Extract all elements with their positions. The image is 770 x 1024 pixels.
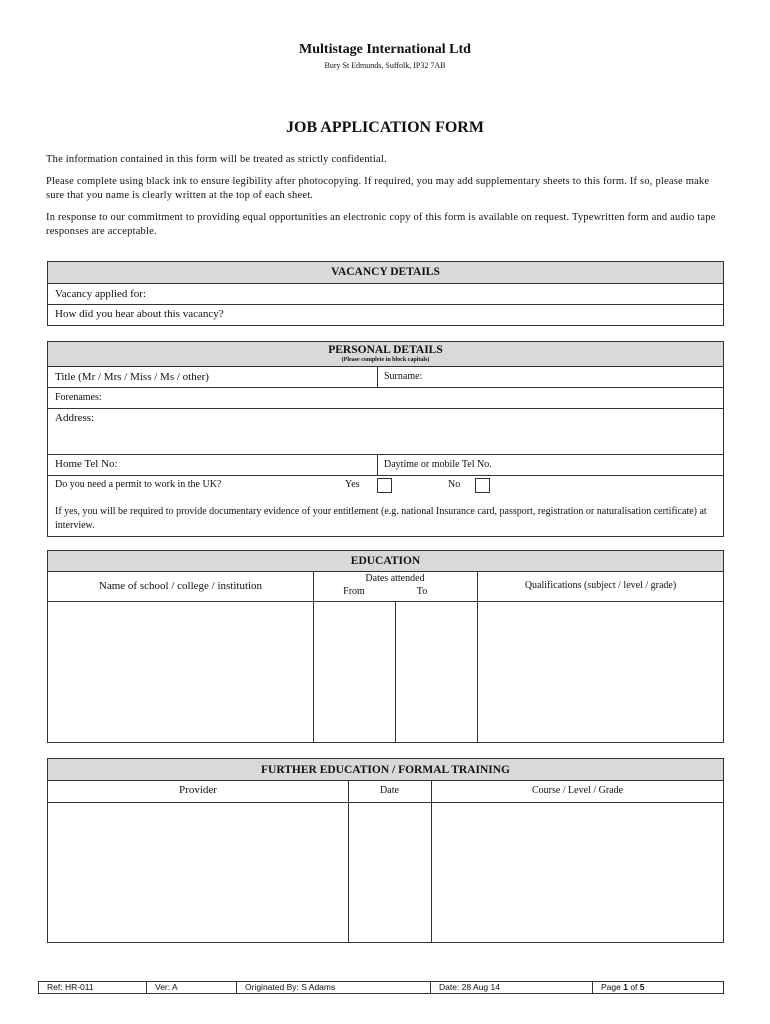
- surname-label: Surname:: [384, 371, 423, 382]
- permit-no-checkbox[interactable]: [475, 478, 490, 493]
- day-tel-field[interactable]: [384, 455, 492, 474]
- permit-row: [48, 476, 723, 536]
- education-heading: EDUCATION: [48, 551, 723, 572]
- address-label: Address:: [55, 412, 95, 424]
- education-header-row: [48, 572, 723, 602]
- col-provider-header: Provider: [179, 784, 217, 796]
- footer-page: [593, 982, 723, 993]
- further-header-row: [48, 781, 723, 803]
- further-education-section: [47, 758, 724, 943]
- intro-paragraph-3: In response to our commitment to providing equal opportunities an electronic copy of this form is available on request. Typewritten form and audio tape responses are acceptable.: [46, 212, 716, 237]
- forenames-label: Forenames:: [55, 392, 102, 403]
- further-date-cell[interactable]: [349, 803, 431, 942]
- education-quals-cell[interactable]: [478, 602, 723, 742]
- education-school-cell[interactable]: [48, 602, 313, 742]
- company-name: Multistage International Ltd: [299, 42, 471, 57]
- footer-page-of: of: [627, 982, 640, 992]
- title-surname-row: [48, 367, 723, 388]
- vacancy-applied-field[interactable]: [48, 284, 723, 305]
- permit-note: If yes, you will be required to provide documentary evidence of your entitlement (e.g. national Insurance card, passport, registration or naturalisation certificate) at interview.: [55, 506, 707, 531]
- footer-version: Ver: A: [147, 982, 237, 993]
- vacancy-applied-label: Vacancy applied for:: [55, 288, 147, 300]
- document-footer: [38, 981, 724, 994]
- company-address: Bury St Edmunds, Suffolk, IP32 7AB: [324, 61, 446, 70]
- title-label: Title (Mr / Mrs / Miss / Ms / other): [55, 371, 209, 383]
- day-tel-label: Daytime or mobile Tel No.: [384, 459, 492, 470]
- education-section: [47, 550, 724, 743]
- intro-paragraph-1: The information contained in this form will be treated as strictly confidential.: [46, 154, 387, 165]
- further-provider-cell[interactable]: [48, 803, 348, 942]
- further-heading: FURTHER EDUCATION / FORMAL TRAINING: [48, 759, 723, 781]
- vacancy-section: [47, 261, 724, 326]
- col-to-header: To: [416, 586, 428, 597]
- footer-ref: Ref: HR-011: [39, 982, 147, 993]
- personal-heading: PERSONAL DETAILS: [328, 344, 443, 356]
- permit-question: Do you need a permit to work in the UK?: [55, 479, 222, 490]
- title-field[interactable]: [55, 371, 209, 383]
- further-course-cell[interactable]: [432, 803, 723, 942]
- col-date-header: Date: [380, 785, 399, 796]
- education-from-cell[interactable]: [314, 602, 395, 742]
- footer-page-prefix: Page: [601, 982, 624, 992]
- home-tel-label: Home Tel No:: [55, 458, 118, 470]
- form-title: JOB APPLICATION FORM: [286, 119, 484, 136]
- col-dates-header: Dates attended: [365, 573, 425, 584]
- tel-row: [48, 455, 723, 476]
- col-school-header: Name of school / college / institution: [98, 580, 263, 592]
- personal-heading-block: [48, 342, 723, 367]
- footer-date: Date: 28 Aug 14: [431, 982, 593, 993]
- footer-page-number: 1: [623, 982, 628, 992]
- col-course-header: Course / Level / Grade: [531, 785, 624, 796]
- surname-field[interactable]: [384, 367, 422, 387]
- footer-page-total: 5: [639, 982, 645, 992]
- col-quals-header: Qualifications (subject / level / grade): [524, 580, 677, 591]
- footer-originator: Originated By: S Adams: [237, 982, 431, 993]
- intro-paragraph-2: Please complete using black ink to ensure legibility after photocopying. If required, you may add supplementary sheets to this form. If so, please make sure that you name is clearly written at the top of each sheet.: [46, 176, 710, 201]
- vacancy-heard-field[interactable]: [48, 305, 723, 325]
- personal-subheading: (Please complete in block capitals): [341, 357, 430, 363]
- vacancy-heading: VACANCY DETAILS: [48, 262, 723, 284]
- vacancy-heard-label: How did you hear about this vacancy?: [55, 308, 224, 320]
- address-field[interactable]: [48, 409, 723, 455]
- forenames-field[interactable]: [48, 388, 723, 409]
- permit-yes-label: Yes: [345, 479, 360, 490]
- col-from-header: From: [343, 586, 365, 597]
- education-to-cell[interactable]: [396, 602, 477, 742]
- personal-section: [47, 341, 724, 537]
- permit-yes-checkbox[interactable]: [377, 478, 392, 493]
- permit-no-label: No: [448, 479, 461, 490]
- home-tel-field[interactable]: [55, 458, 118, 470]
